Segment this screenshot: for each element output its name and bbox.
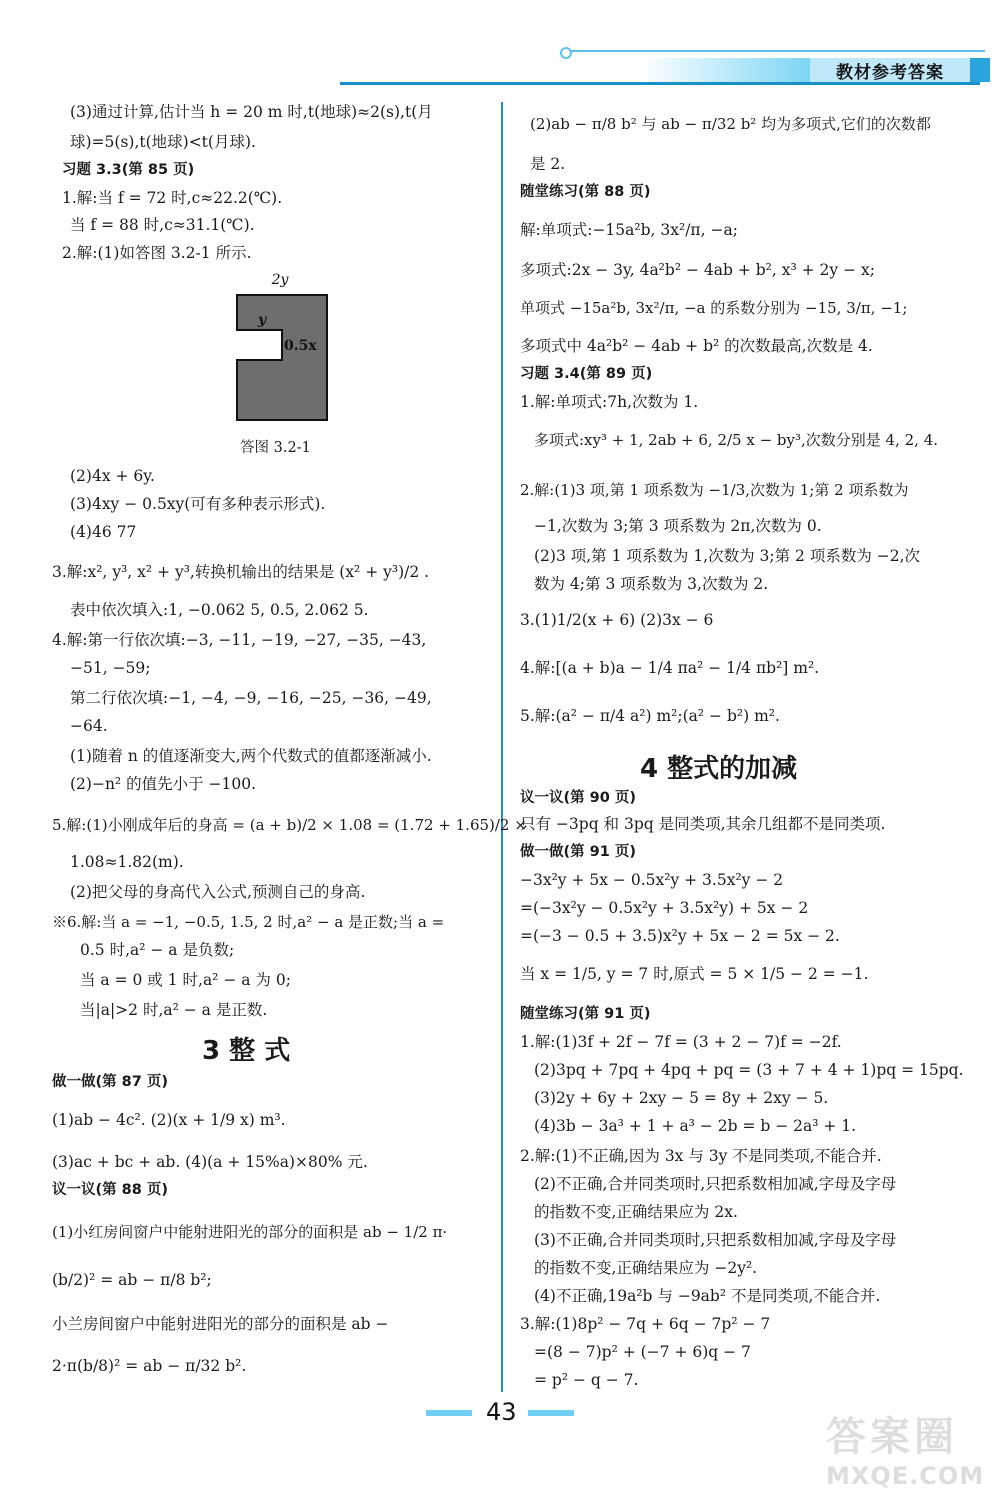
- text-line: −51, −59;: [70, 659, 151, 677]
- answer-figure: [222, 270, 362, 455]
- text-line: 2.解:(1)3 项,第 1 项系数为 −1/3,次数为 1;第 2 项系数为: [520, 481, 909, 499]
- text-line: ※6.解:当 a = −1, −0.5, 1.5, 2 时,a² − a 是正数;当 a =: [52, 913, 445, 931]
- text-line: = p² − q − 7.: [534, 1371, 639, 1389]
- header-rule: [340, 82, 980, 85]
- text-line: 的指数不变,正确结果应为 2x.: [534, 1203, 738, 1221]
- text-line: 多项式:xy³ + 1, 2ab + 6, 2/5 x − by³,次数分别是 4, 2, 4.: [534, 431, 939, 449]
- header-end-block: [970, 58, 990, 82]
- text-line: 3.解:x², y³, x² + y³,转换机输出的结果是 (x² + y³)/2 .: [52, 563, 430, 581]
- text-line: (2)3 项,第 1 项系数为 1,次数为 3;第 2 项系数为 −2,次: [534, 547, 921, 565]
- text-line: (4)不正确,19a²b 与 −9ab² 不是同类项,不能合并.: [534, 1287, 881, 1305]
- figure-shape: [222, 270, 362, 455]
- text-line: (2)不正确,合并同类项时,只把系数相加减,字母及字母: [534, 1175, 897, 1193]
- figure-label-right: 0.5x: [284, 338, 317, 354]
- text-line: 4.解:第一行依次填:−3, −11, −19, −27, −35, −43,: [52, 631, 427, 649]
- text-line: (4)46 77: [70, 523, 137, 541]
- text-line: (2)3pq + 7pq + 4pq + pq = (3 + 7 + 4 + 1)pq = 15pq.: [534, 1061, 964, 1079]
- column-divider: [501, 102, 503, 1392]
- header-title: 教材参考答案: [810, 58, 970, 82]
- text-line: =(−3 − 0.5 + 3.5)x²y + 5x − 2 = 5x − 2.: [520, 927, 840, 945]
- text-line: (1)ab − 4c². (2)(x + 1/9 x) m³.: [52, 1111, 286, 1129]
- text-line: −1,次数为 3;第 3 项系数为 2π,次数为 0.: [534, 517, 822, 535]
- text-line: 1.08≈1.82(m).: [70, 853, 184, 871]
- watermark-line1: 答案圈: [826, 1414, 958, 1460]
- text-line: 第二行依次填:−1, −4, −9, −16, −25, −36, −49,: [70, 689, 432, 707]
- text-line: =(−3x²y − 0.5x²y + 3.5x²y) + 5x − 2: [520, 899, 809, 917]
- section-heading: 3 整 式: [202, 1036, 291, 1066]
- section-label: 做一做(第 87 页): [52, 1074, 169, 1090]
- section-label: 议一议(第 90 页): [520, 790, 637, 806]
- text-line: 多项式中 4a²b² − 4ab + b² 的次数最高,次数是 4.: [520, 337, 873, 355]
- text-line: (3)通过计算,估计当 h = 20 m 时,t(地球)≈2(s),t(月: [70, 103, 433, 121]
- text-line: (4)3b − 3a³ + 1 + a³ − 2b = b − 2a³ + 1.: [534, 1117, 857, 1135]
- figure-label-top: 2y: [271, 272, 289, 288]
- figure-caption: 答图 3.2-1: [240, 440, 311, 456]
- text-line: =(8 − 7)p² + (−7 + 6)q − 7: [534, 1343, 751, 1361]
- watermark: [826, 1405, 996, 1490]
- text-line: 的指数不变,正确结果应为 −2y².: [534, 1259, 758, 1277]
- footer-bar-left: [426, 1410, 472, 1416]
- text-line: (2)4x + 6y.: [70, 467, 155, 485]
- text-line: 3.解:(1)8p² − 7q + 6q − 7p² − 7: [520, 1315, 771, 1333]
- text-line: (2)−n² 的值先小于 −100.: [70, 775, 256, 793]
- header-rule-top: [565, 50, 985, 52]
- text-line: 数为 4;第 3 项系数为 3,次数为 2.: [534, 575, 769, 593]
- text-line: (3)ac + bc + ab. (4)(a + 15%a)×80% 元.: [52, 1153, 368, 1171]
- text-line: 表中依次填入:1, −0.062 5, 0.5, 2.062 5.: [70, 601, 369, 619]
- header-gradient: [640, 58, 810, 82]
- text-line: 小兰房间窗户中能射进阳光的部分的面积是 ab −: [52, 1315, 389, 1333]
- text-line: (b/2)² = ab − π/8 b²;: [52, 1271, 212, 1289]
- text-line: 当|a|>2 时,a² − a 是正数.: [80, 1001, 268, 1019]
- text-line: 是 2.: [530, 155, 566, 173]
- text-line: (3)2y + 6y + 2xy − 5 = 8y + 2xy − 5.: [534, 1089, 829, 1107]
- footer-bar-right: [528, 1410, 574, 1416]
- text-line: (2)ab − π/8 b² 与 ab − π/32 b² 均为多项式,它们的次数都: [530, 115, 931, 133]
- text-line: 只有 −3pq 和 3pq 是同类项,其余几组都不是同类项.: [520, 815, 886, 833]
- section-label: 习题 3.3(第 85 页): [62, 162, 195, 178]
- text-line: 多项式:2x − 3y, 4a²b² − 4ab + b², x³ + 2y − x;: [520, 261, 875, 279]
- text-line: (1)小红房间窗户中能射进阳光的部分的面积是 ab − 1/2 π·: [52, 1223, 448, 1241]
- text-line: −64.: [70, 717, 108, 735]
- section-label: 做一做(第 91 页): [520, 844, 637, 860]
- section-label: 随堂练习(第 91 页): [520, 1006, 651, 1022]
- text-line: 单项式 −15a²b, 3x²/π, −a 的系数分别为 −15, 3/π, −1;: [520, 299, 908, 317]
- text-line: 1.解:(1)3f + 2f − 7f = (3 + 2 − 7)f = −2f.: [520, 1033, 842, 1051]
- text-line: 0.5 时,a² − a 是负数;: [80, 941, 235, 959]
- text-line: −3x²y + 5x − 0.5x²y + 3.5x²y − 2: [520, 871, 784, 889]
- section-label: 习题 3.4(第 89 页): [520, 366, 653, 382]
- text-line: (1)随着 n 的值逐渐变大,两个代数式的值都逐渐减小.: [70, 747, 432, 765]
- text-line: 5.解:(a² − π/4 a²) m²;(a² − b²) m².: [520, 707, 780, 725]
- text-line: 2.解:(1)不正确,因为 3x 与 3y 不是同类项,不能合并.: [520, 1147, 882, 1165]
- figure-label-inner: y: [258, 312, 267, 328]
- text-line: (3)不正确,合并同类项时,只把系数相加减,字母及字母: [534, 1231, 897, 1249]
- watermark-line2: MXQE.COM: [826, 1462, 985, 1490]
- text-line: 2.解:(1)如答图 3.2-1 所示.: [62, 244, 252, 262]
- text-line: 2·π(b/8)² = ab − π/32 b².: [52, 1357, 247, 1375]
- section-label: 随堂练习(第 88 页): [520, 184, 651, 200]
- text-line: 1.解:单项式:7h,次数为 1.: [520, 393, 699, 411]
- text-line: 5.解:(1)小刚成年后的身高 = (a + b)/2 × 1.08 = (1.72 + 1.65)/2 ×: [52, 816, 527, 834]
- text-line: 4.解:[(a + b)a − 1/4 πa² − 1/4 πb²] m².: [520, 659, 820, 677]
- text-line: (3)4xy − 0.5xy(可有多种表示形式).: [70, 495, 326, 513]
- text-line: (2)把父母的身高代入公式,预测自己的身高.: [70, 883, 366, 901]
- section-label: 议一议(第 88 页): [52, 1182, 169, 1198]
- text-line: 球)=5(s),t(地球)<t(月球).: [70, 133, 256, 151]
- section-heading: 4 整式的加减: [640, 754, 798, 784]
- header-dot: [560, 47, 572, 59]
- page-number: 43: [486, 1398, 517, 1426]
- text-line: 当 f = 88 时,c≈31.1(℃).: [70, 216, 255, 234]
- text-line: 1.解:当 f = 72 时,c≈22.2(℃).: [62, 189, 283, 207]
- text-line: 3.(1)1/2(x + 6) (2)3x − 6: [520, 611, 714, 629]
- text-line: 解:单项式:−15a²b, 3x²/π, −a;: [520, 221, 738, 239]
- text-line: 当 x = 1/5, y = 7 时,原式 = 5 × 1/5 − 2 = −1.: [520, 965, 869, 983]
- text-line: 当 a = 0 或 1 时,a² − a 为 0;: [80, 971, 291, 989]
